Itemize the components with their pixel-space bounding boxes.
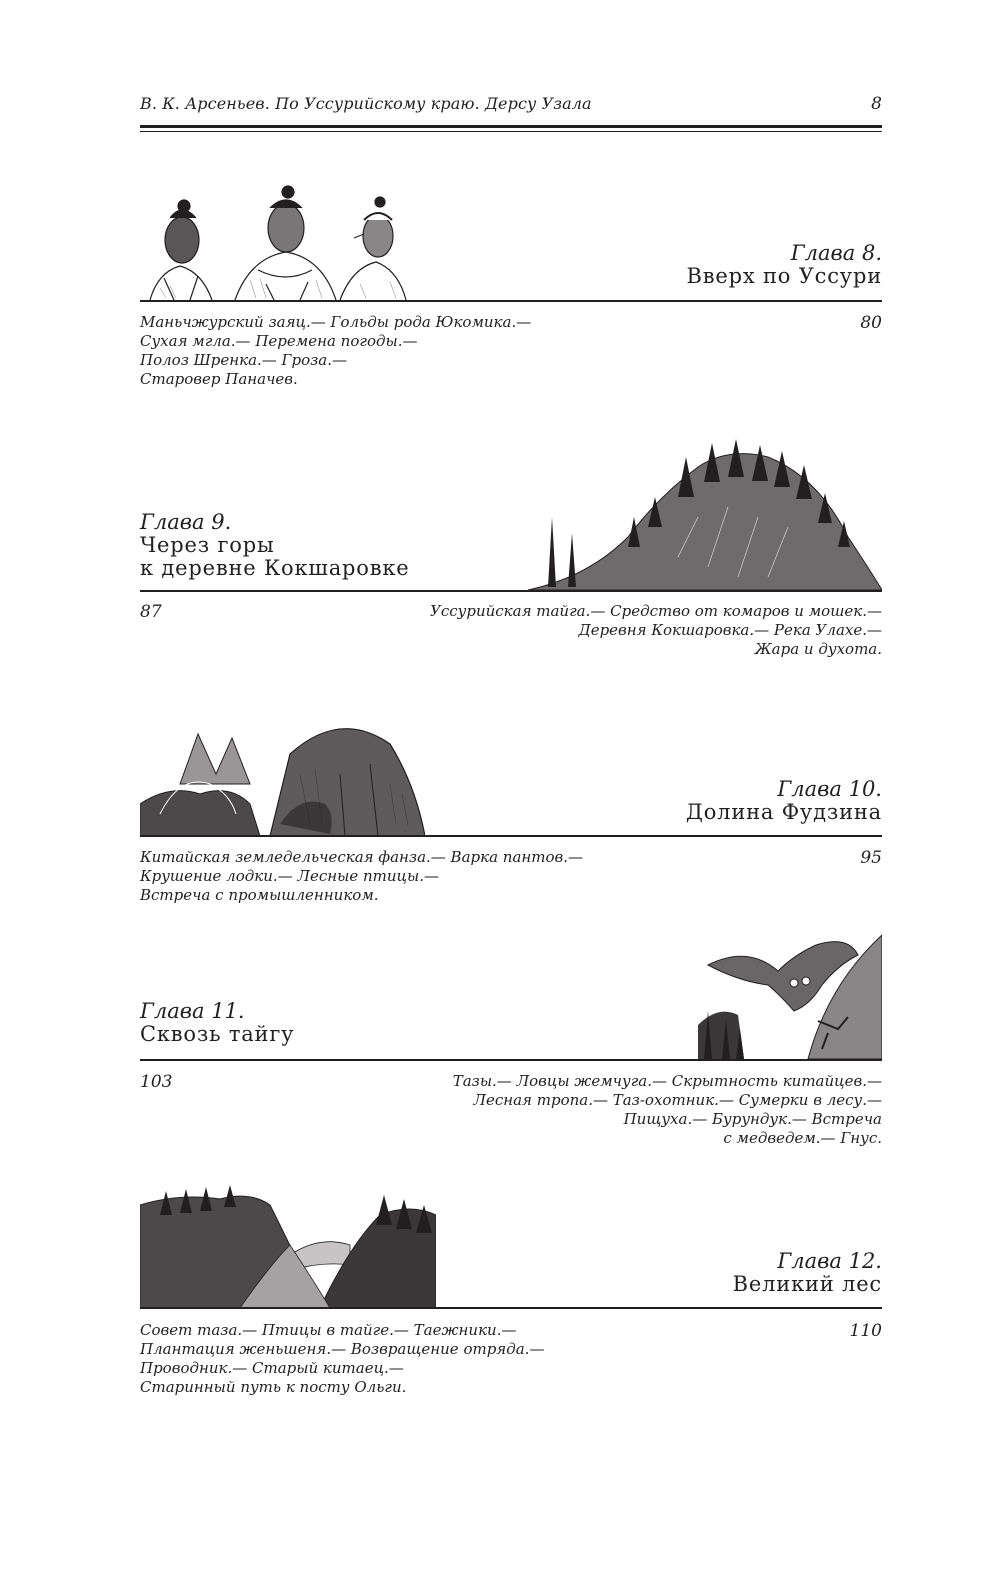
header-rule-thin bbox=[140, 131, 882, 132]
chapter-12-page-number: 110 bbox=[849, 1321, 882, 1341]
topic-line: Маньчжурский заяц.— Гольды рода Юкомика.— bbox=[140, 313, 532, 331]
chapter-12-title: Великий лес bbox=[732, 1272, 882, 1296]
chapter-8-heading bbox=[687, 242, 882, 288]
topic-line: Встреча с промышленником. bbox=[140, 886, 379, 904]
chapter-10-label: Глава 10. bbox=[777, 777, 882, 801]
chapter-12-label: Глава 12. bbox=[777, 1249, 882, 1273]
chapter-11-heading bbox=[140, 1000, 294, 1046]
chapter-11-page-number: 103 bbox=[140, 1072, 173, 1092]
topic-line: Совет таза.— Птицы в тайге.— Таежники.— bbox=[140, 1321, 517, 1339]
topic-line: Лесная тропа.— Таз-охотник.— Сумерки в лесу.— bbox=[473, 1091, 882, 1109]
topic-line: Пищуха.— Бурундук.— Встреча bbox=[623, 1110, 882, 1128]
chapter-8-entry bbox=[140, 180, 882, 400]
topic-line: Крушение лодки.— Лесные птицы.— bbox=[140, 867, 439, 885]
chapter-9-entry bbox=[140, 437, 882, 667]
chapter-9-rule bbox=[140, 590, 882, 592]
camp-with-horses-icon bbox=[140, 714, 425, 836]
chapter-8-title: Вверх по Уссури bbox=[686, 264, 882, 288]
chapter-9-topics bbox=[430, 602, 882, 659]
topic-line: Сухая мгла.— Перемена погоды.— bbox=[140, 332, 418, 350]
chapter-11-entry bbox=[140, 925, 882, 1155]
three-men-portrait-icon bbox=[140, 180, 410, 300]
chapter-12-entry bbox=[140, 1185, 882, 1405]
chapter-9-heading bbox=[140, 511, 409, 580]
topic-line: Проводник.— Старый китаец.— bbox=[140, 1359, 404, 1377]
chapter-8-topics bbox=[140, 313, 531, 389]
chapter-9-title-line-2: к деревне Кокшаровке bbox=[140, 556, 410, 580]
topic-line: Старовер Паначев. bbox=[140, 370, 298, 388]
topic-line: Старинный путь к посту Ольги. bbox=[140, 1378, 407, 1396]
chapter-12-rule bbox=[140, 1307, 882, 1309]
topic-line: Деревня Кокшаровка.— Река Улахе.— bbox=[578, 621, 882, 639]
chapter-8-page-number: 80 bbox=[860, 313, 882, 333]
chapter-11-topics bbox=[453, 1072, 882, 1148]
chapter-9-title-line-1: Через горы bbox=[140, 533, 275, 557]
topic-line: Плантация женьшеня.— Возвращение отряда.— bbox=[140, 1340, 545, 1358]
chapter-10-title: Долина Фудзина bbox=[685, 800, 882, 824]
topic-line: с медведем.— Гнус. bbox=[723, 1129, 882, 1147]
running-header-title: В. К. Арсеньев. По Уссурийскому краю. Дерсу Узала bbox=[140, 94, 592, 113]
owl-attacking-icon bbox=[698, 925, 882, 1059]
chapter-11-label: Глава 11. bbox=[140, 999, 245, 1023]
running-header-page-number: 8 bbox=[871, 94, 882, 114]
chapter-12-heading bbox=[733, 1250, 882, 1296]
chapter-10-heading bbox=[686, 778, 882, 824]
chapter-11-title: Сквозь тайгу bbox=[140, 1022, 295, 1046]
chapter-9-label: Глава 9. bbox=[140, 510, 232, 534]
topic-line: Тазы.— Ловцы жемчуга.— Скрытность китайцев.— bbox=[452, 1072, 882, 1090]
chapter-8-rule bbox=[140, 300, 882, 302]
chapter-10-rule bbox=[140, 835, 882, 837]
chapter-12-topics bbox=[140, 1321, 544, 1397]
topic-line: Уссурийская тайга.— Средство от комаров и мошек.— bbox=[430, 602, 882, 620]
topic-line: Полоз Шренка.— Гроза.— bbox=[140, 351, 348, 369]
chapter-10-entry bbox=[140, 714, 882, 914]
header-rule-thick bbox=[140, 125, 882, 128]
topic-line: Китайская земледельческая фанза.— Варка пантов.— bbox=[140, 848, 584, 866]
chapter-9-page-number: 87 bbox=[140, 602, 162, 622]
chapter-11-rule bbox=[140, 1059, 882, 1061]
chapter-10-page-number: 95 bbox=[860, 848, 882, 868]
topic-line: Жара и духота. bbox=[754, 640, 882, 658]
chapter-8-label: Глава 8. bbox=[790, 241, 882, 265]
forest-valley-landscape-icon bbox=[140, 1185, 436, 1308]
forested-hill-icon bbox=[528, 437, 882, 590]
chapter-10-topics bbox=[140, 848, 583, 905]
